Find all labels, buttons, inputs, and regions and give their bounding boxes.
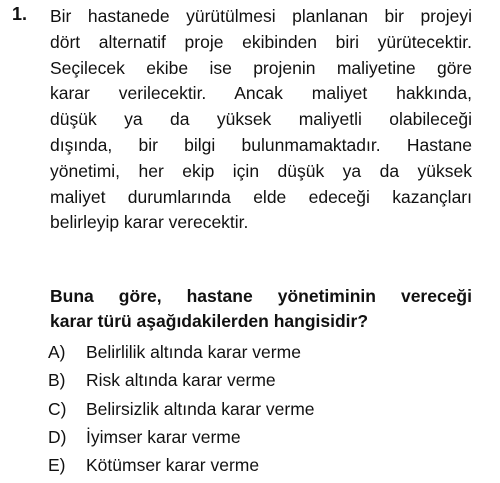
- option-text: Belirlilik altında karar verme: [86, 342, 301, 362]
- option-text: Risk altında karar verme: [86, 370, 276, 391]
- stem-line: karar verilecektir. Ancak maliyet hakkında,: [50, 83, 472, 104]
- option-c[interactable]: [48, 399, 315, 427]
- stem-line: düşük ya da yüksek maliyetli olabileceği: [50, 109, 472, 130]
- prompt-line: karar türü aşağıdakilerden hangisidir?: [50, 311, 369, 331]
- option-b[interactable]: [48, 370, 315, 398]
- option-letter: A): [48, 342, 66, 362]
- option-letter: B): [48, 370, 66, 391]
- question-prompt: [50, 284, 472, 334]
- option-d[interactable]: [48, 427, 315, 455]
- option-letter: D): [48, 426, 67, 447]
- option-letter: E): [48, 455, 66, 476]
- stem-line: maliyet durumlarında elde edeceği kazançları: [50, 186, 472, 207]
- stem-line: dört alternatif proje ekibinden biri yürütecektir.: [50, 31, 472, 52]
- question-number: 1.: [12, 4, 28, 24]
- stem-line: belirleyip karar verecektir.: [50, 212, 249, 233]
- stem-line: Bir hastanede yürütülmesi planlanan bir projeyi: [50, 6, 472, 26]
- option-letter: C): [48, 398, 67, 419]
- option-a[interactable]: [48, 342, 315, 370]
- stem-line: dışında, bir bilgi bulunmamaktadır. Hastane: [50, 134, 472, 155]
- answer-options: [48, 342, 315, 483]
- option-text: İyimser karar verme: [86, 426, 241, 447]
- question-stem: [50, 4, 472, 236]
- prompt-line: Buna göre, hastane yönetiminin vereceği: [50, 286, 472, 306]
- stem-line: yönetimi, her ekip için düşük ya da yüksek: [50, 160, 472, 181]
- stem-line: Seçilecek ekibe ise projenin maliyetine göre: [50, 57, 472, 78]
- option-text: Belirsizlik altında karar verme: [86, 398, 315, 419]
- option-text: Kötümser karar verme: [86, 455, 260, 476]
